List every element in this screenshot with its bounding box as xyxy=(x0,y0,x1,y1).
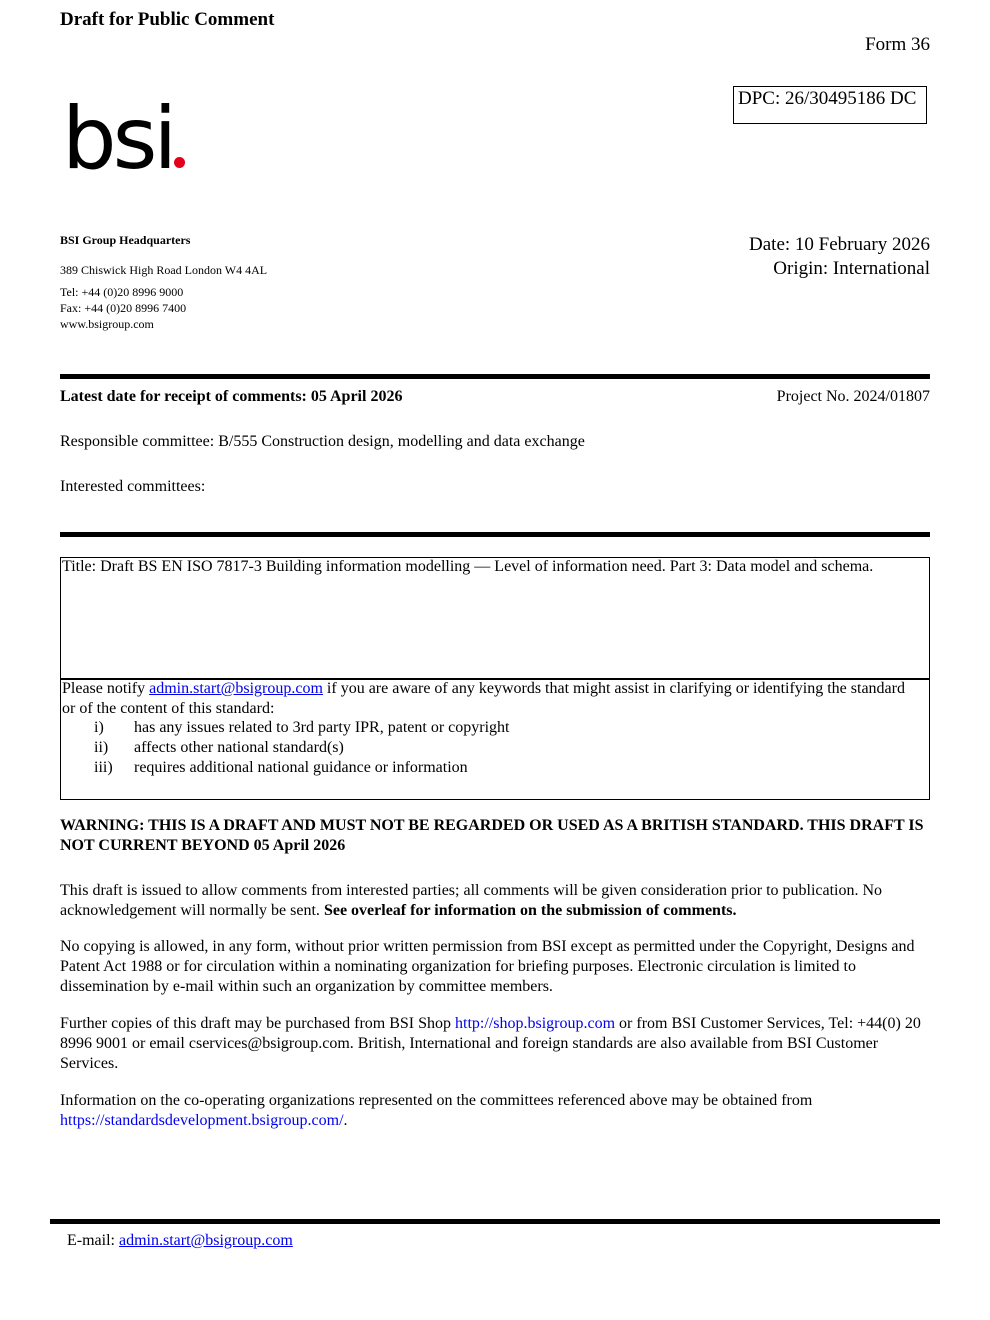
list-item-text: requires additional national guidance or information xyxy=(134,759,468,776)
footer-email-link[interactable]: admin.start@bsigroup.com xyxy=(118,1232,293,1249)
paragraph-copies-post: or from BSI Customer Services, Tel: +44(0) 20 8996 9001 or email cservices@bsigroup.com. British, International and foreign standards are also available from BSI Customer Services. xyxy=(60,1015,921,1072)
list-item-text: has any issues related to 3rd party IPR, patent or copyright xyxy=(134,719,510,736)
paragraph-information-pre: Information on the co-operating organizations represented on the committees referenced above may be obtained from xyxy=(60,1092,813,1109)
hq-heading: BSI Group Headquarters xyxy=(60,233,191,247)
footer-rule xyxy=(50,1219,940,1224)
list-item-number: ii) xyxy=(94,739,109,756)
standards-development-link[interactable]: https://standardsdevelopment.bsigroup.com/ xyxy=(60,1112,344,1129)
notify-post: if you are aware of any keywords that might assist in clarifying or identifying the standard or of the content of this standard: xyxy=(62,680,905,717)
paragraph-copying: No copying is allowed, in any form, without prior written permission from BSI except as permitted under the Copyright, Designs and Patent Act 1988 or for circulation within a nominating organization for briefing purposes. Electronic circulation is limited to dissemination by e-mail within such an organization by committee members. xyxy=(60,938,915,995)
address-fax: Fax: +44 (0)20 8996 7400 xyxy=(60,301,187,315)
notify-pre: Please notify xyxy=(62,680,150,697)
origin: Origin: International xyxy=(773,258,930,279)
paragraph-comments-text: This draft is issued to allow comments from interested parties; all comments will be given consideration prior to publication. No acknowledgement will normally be sent. xyxy=(60,882,883,919)
list-item-text: affects other national standard(s) xyxy=(134,739,344,756)
notify-paragraph xyxy=(62,679,912,719)
interested-committees: Interested committees: xyxy=(60,478,206,495)
form-number: Form 36 xyxy=(865,34,930,55)
paragraph-copies xyxy=(60,1014,932,1074)
bsi-logo-dot xyxy=(174,157,185,168)
dpc-reference-box: DPC: 26/30495186 DC xyxy=(733,86,927,124)
bsi-logo xyxy=(62,89,185,189)
paragraph-comments xyxy=(60,881,932,921)
document-title: Title: Draft BS EN ISO 7817-3 Building information modelling — Level of information need. Part 3: Data model and schema. xyxy=(62,558,874,575)
paragraph-information xyxy=(60,1091,932,1131)
draft-warning: WARNING: THIS IS A DRAFT AND MUST NOT BE REGARDED OR USED AS A BRITISH STANDARD. THIS DRAFT IS NOT CURRENT BEYOND 05 April 2026 xyxy=(60,817,924,854)
address-tel: Tel: +44 (0)20 8996 9000 xyxy=(60,285,184,299)
responsible-committee: Responsible committee: B/555 Construction design, modelling and data exchange xyxy=(60,433,585,450)
footer-email xyxy=(67,1232,293,1250)
shop-link[interactable]: http://shop.bsigroup.com xyxy=(455,1015,616,1032)
address-street: 389 Chiswick High Road London W4 4AL xyxy=(60,263,268,277)
issue-date: Date: 10 February 2026 xyxy=(749,234,930,255)
latest-date-comments: Latest date for receipt of comments: 05 April 2026 xyxy=(60,388,403,405)
paragraph-information-post: . xyxy=(343,1112,348,1129)
paragraph-comments-bold: See overleaf for information on the submission of comments. xyxy=(323,902,737,919)
notify-email-link[interactable]: admin.start@bsigroup.com xyxy=(149,680,323,697)
bsi-logo-text: bsi xyxy=(62,89,174,189)
title-box xyxy=(60,557,930,800)
top-rule xyxy=(60,374,930,379)
list-item-number: iii) xyxy=(94,759,113,776)
paragraph-copies-pre: Further copies of this draft may be purchased from BSI Shop xyxy=(60,1015,456,1032)
footer-email-label: E-mail: xyxy=(67,1232,119,1249)
list-item-number: i) xyxy=(94,719,104,736)
address-web: www.bsigroup.com xyxy=(60,317,154,331)
project-number: Project No. 2024/01807 xyxy=(776,388,930,405)
middle-rule xyxy=(60,532,930,537)
draft-label: Draft for Public Comment xyxy=(60,9,275,30)
